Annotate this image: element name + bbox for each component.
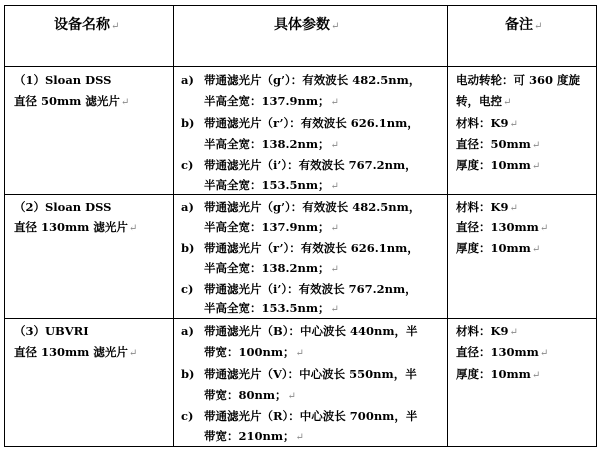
row1-param-c-line2: 半高全宽：153.5nm；↵	[204, 178, 339, 192]
row3-note-3: 厚度：10mm↵	[456, 367, 541, 381]
header-remarks: 备注↵	[505, 17, 543, 33]
row1-param-b-line2: 半高全宽：138.2nm；↵	[204, 137, 339, 151]
row2-note-3: 厚度：10mm↵	[456, 241, 541, 255]
row3-param-c-label: c)	[181, 409, 194, 423]
row1-note-1: 电动转轮：可 360 度旋	[456, 73, 581, 87]
row3-param-b-label: b)	[181, 367, 195, 381]
row1-param-a-label: a)	[181, 73, 194, 87]
row2-name-line2: 直径 130mm 滤光片↵	[14, 220, 138, 234]
row1-note-3: 材料：K9↵	[456, 116, 518, 130]
row2-param-a-label: a)	[181, 200, 194, 214]
row2-note-2: 直径：130mm↵	[456, 220, 549, 234]
row3-name-line1: （3）UBVRI	[14, 324, 89, 338]
header-equipment-name: 设备名称↵	[54, 17, 120, 33]
row1-note-2: 转，电控↵	[456, 94, 512, 108]
row3-note-1: 材料：K9↵	[456, 324, 518, 338]
row2-param-a-line2: 半高全宽：137.9nm；↵	[204, 220, 339, 234]
row1-param-c-label: c)	[181, 158, 194, 172]
row-divider-2	[4, 318, 597, 319]
row3-note-2: 直径：130mm↵	[456, 345, 549, 359]
row1-name-line1: （1）Sloan DSS	[14, 73, 112, 87]
table-border-right	[596, 5, 597, 447]
row1-name-line2: 直径 50mm 滤光片↵	[14, 94, 130, 108]
row3-param-b-line2: 带宽：80nm；↵	[204, 388, 296, 402]
row3-param-a-line2: 带宽：100nm；↵	[204, 345, 304, 359]
row2-name-line1: （2）Sloan DSS	[14, 200, 112, 214]
row2-param-b-line2: 半高全宽：138.2nm；↵	[204, 261, 339, 275]
row3-param-c-line1: 带通滤光片（R）：中心波长 700nm，半	[204, 409, 418, 423]
row3-name-line2: 直径 130mm 滤光片↵	[14, 345, 138, 359]
row2-param-b-label: b)	[181, 241, 195, 255]
row1-param-b-line1: 带通滤光片（r’）：有效波长 626.1nm，	[204, 116, 419, 130]
row3-param-a-line1: 带通滤光片（B）：中心波长 440nm，半	[204, 324, 418, 338]
row2-param-b-line1: 带通滤光片（r’）：有效波长 626.1nm，	[204, 241, 419, 255]
row1-note-5: 厚度：10mm↵	[456, 158, 541, 172]
header-divider	[4, 66, 597, 67]
row1-param-c-line1: 带通滤光片（i’）：有效波长 767.2nm，	[204, 158, 417, 172]
row3-param-b-line1: 带通滤光片（V）：中心波长 550nm，半	[204, 367, 417, 381]
row1-note-4: 直径：50mm↵	[456, 137, 541, 151]
table-divider-2	[447, 5, 448, 447]
row1-param-b-label: b)	[181, 116, 195, 130]
row3-param-a-label: a)	[181, 324, 194, 338]
table-border-bottom	[4, 446, 597, 447]
row2-param-c-label: c)	[181, 282, 194, 296]
row1-param-a-line1: 带通滤光片（g’）：有效波长 482.5nm，	[204, 73, 421, 87]
row2-param-c-line1: 带通滤光片（i’）：有效波长 767.2nm，	[204, 282, 417, 296]
table-border-top	[4, 5, 597, 6]
table-border-left	[4, 5, 5, 447]
header-parameters: 具体参数↵	[274, 17, 340, 33]
row2-param-c-line2: 半高全宽：153.5nm；↵	[204, 301, 339, 315]
row2-param-a-line1: 带通滤光片（g’）：有效波长 482.5nm，	[204, 200, 421, 214]
row1-param-a-line2: 半高全宽：137.9nm；↵	[204, 94, 339, 108]
row3-param-c-line2: 带宽：210nm；↵	[204, 429, 304, 443]
row2-note-1: 材料：K9↵	[456, 200, 518, 214]
table-divider-1	[173, 5, 174, 447]
